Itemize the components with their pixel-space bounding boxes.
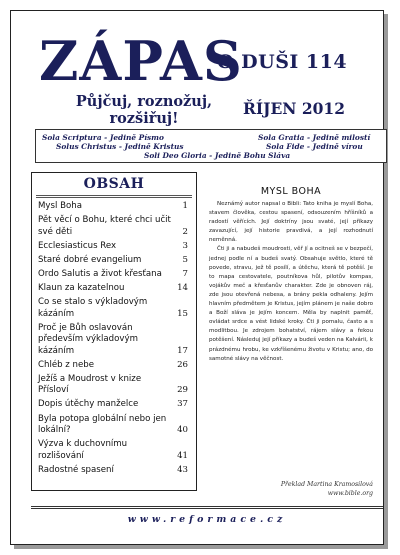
toc-item-page: 14 xyxy=(177,282,188,293)
toc-item-title: Byla potopa globální nebo jen lokální? xyxy=(38,413,167,436)
toc-item-title: Ordo Salutis a život křesťana xyxy=(38,268,162,279)
article xyxy=(209,186,373,364)
table-of-contents xyxy=(31,172,197,491)
toc-item[interactable] xyxy=(38,269,188,281)
source-credit: www.bible.org xyxy=(327,490,373,497)
solas-box xyxy=(35,129,387,163)
sola-fide: Sola Fide - Jedině vírou xyxy=(266,142,363,151)
toc-heading: OBSAH xyxy=(83,176,145,192)
toc-item-page: 2 xyxy=(182,226,188,237)
toc-item-page: 15 xyxy=(177,308,188,319)
website-link[interactable]: www.reformace.cz xyxy=(127,514,287,525)
issue-date: ŘÍJEN 2012 xyxy=(243,99,345,118)
toc-item-page: 1 xyxy=(182,201,188,211)
toc-item-title: Radostné spasení xyxy=(38,464,114,475)
toc-item[interactable] xyxy=(38,201,188,213)
toc-item[interactable] xyxy=(38,374,188,397)
toc-divider-second xyxy=(36,197,192,198)
toc-item[interactable] xyxy=(38,215,188,238)
toc-item[interactable] xyxy=(38,439,188,462)
toc-item-title: Co se stalo s výkladovým kázáním xyxy=(38,297,148,319)
toc-item[interactable] xyxy=(38,283,188,295)
toc-list xyxy=(38,201,188,479)
toc-item[interactable] xyxy=(38,297,188,320)
toc-item-title: Klaun za kazatelnou xyxy=(38,282,125,293)
toc-item-page: 43 xyxy=(177,464,188,475)
toc-item-page: 40 xyxy=(177,425,188,436)
toc-item-page: 5 xyxy=(182,254,188,265)
toc-item-page: 3 xyxy=(182,240,188,251)
toc-item[interactable] xyxy=(38,465,188,477)
page-shadow-right xyxy=(384,14,388,549)
toc-item[interactable] xyxy=(38,399,188,411)
sola-scriptura: Sola Scriptura - Jedině Písmo xyxy=(42,133,164,142)
toc-item-page: 26 xyxy=(177,359,188,370)
toc-item-title: Dopis útěchy manželce xyxy=(38,399,139,410)
toc-item-title: Pět věcí o Bohu, které chci učit své děti xyxy=(38,215,171,237)
toc-item[interactable] xyxy=(38,323,188,358)
footer-divider xyxy=(31,506,383,507)
article-paragraph: Čti ji a nabudeš moudrosti, věř jí a ocitneš se v bezpečí, jednej podle ní a budeš svatý. Obsahuje světlo, které tě povede, stravu, jež tě posílí, a útěchu, která tě potěší. Je to mapa cestovatele, poutníkova hůl, pilotův kompas, vojákův meč a křesťanův charakter. Zde je obnoven ráj, zde jsou otevřená nebesa, a brány pekla odhaleny. Jejím hlavním předmětem je Kristus, jejím plánem je naše dobro a Boží sláva je jejím koncem. Měla by naplnit paměť, ovládat srdce a vést lidské kroky. Čti ji pomalu, často a s modlitbou. Je zdrojem bohatství, rájem slávy a řekou potěšení. Následuj její příkazy a budeš veden na Kalvárii, k prázdnému hrobu, ke vzkříšenému životu v Kristu; ano, do samotné slávy na věčnost. xyxy=(209,246,373,362)
toc-item-title: Chléb z nebe xyxy=(38,359,95,370)
toc-item-title: Staré dobré evangelium xyxy=(38,254,142,265)
toc-item-page: 41 xyxy=(177,450,188,461)
toc-item-page: 17 xyxy=(177,345,188,356)
toc-item-title: Proč je Bůh oslavován především výkladovým kázáním xyxy=(38,322,138,356)
toc-item[interactable] xyxy=(38,414,188,437)
magazine-subtitle: O DUŠI 114 xyxy=(217,51,348,73)
article-credit xyxy=(209,480,373,498)
toc-item-title: Mysl Boha xyxy=(38,201,82,211)
magazine-slogan: Půjčuj, roznožuj, rozšiřuj! xyxy=(75,93,213,127)
footer-divider-second xyxy=(31,508,383,509)
magazine-cover xyxy=(10,10,384,545)
sola-gratia: Sola Gratia - Jedině milostí xyxy=(258,133,371,142)
toc-item-title: Ježíš a Moudrost v knize Přísloví xyxy=(38,373,142,396)
toc-item-page: 37 xyxy=(177,399,188,410)
toc-item-title: Výzva k duchovnímu rozlišování xyxy=(38,439,128,461)
toc-item-page: 29 xyxy=(177,385,188,396)
article-paragraph: Neznámý autor napsal o Bibli: Tato kniha je myslí Boha, stavem člověka, cestou spasení, odsouzením hříšníků a radostí věřících. Její doktríny jsou svaté, její příkazy zavazující, její historie pravdivá, a její rozhodnutí neměnná. xyxy=(209,201,373,244)
magazine-title: ZÁPAS xyxy=(39,29,243,93)
soli-deo-gloria: Soli Deo Gloria - Jedině Bohu Sláva xyxy=(144,151,291,160)
page-shadow-bottom xyxy=(14,545,388,549)
toc-divider xyxy=(36,195,192,196)
article-heading: MYSL BOHA xyxy=(260,186,322,197)
toc-item-title: Ecclesiasticus Rex xyxy=(38,240,117,251)
toc-item[interactable] xyxy=(38,255,188,267)
article-body xyxy=(209,200,373,364)
translator-credit: Překlad Martina Kramosilová xyxy=(280,481,373,488)
toc-item[interactable] xyxy=(38,360,188,372)
solus-christus: Solus Christus - Jedině Kristus xyxy=(56,142,184,151)
toc-item-page: 7 xyxy=(182,268,188,279)
toc-item[interactable] xyxy=(38,241,188,253)
